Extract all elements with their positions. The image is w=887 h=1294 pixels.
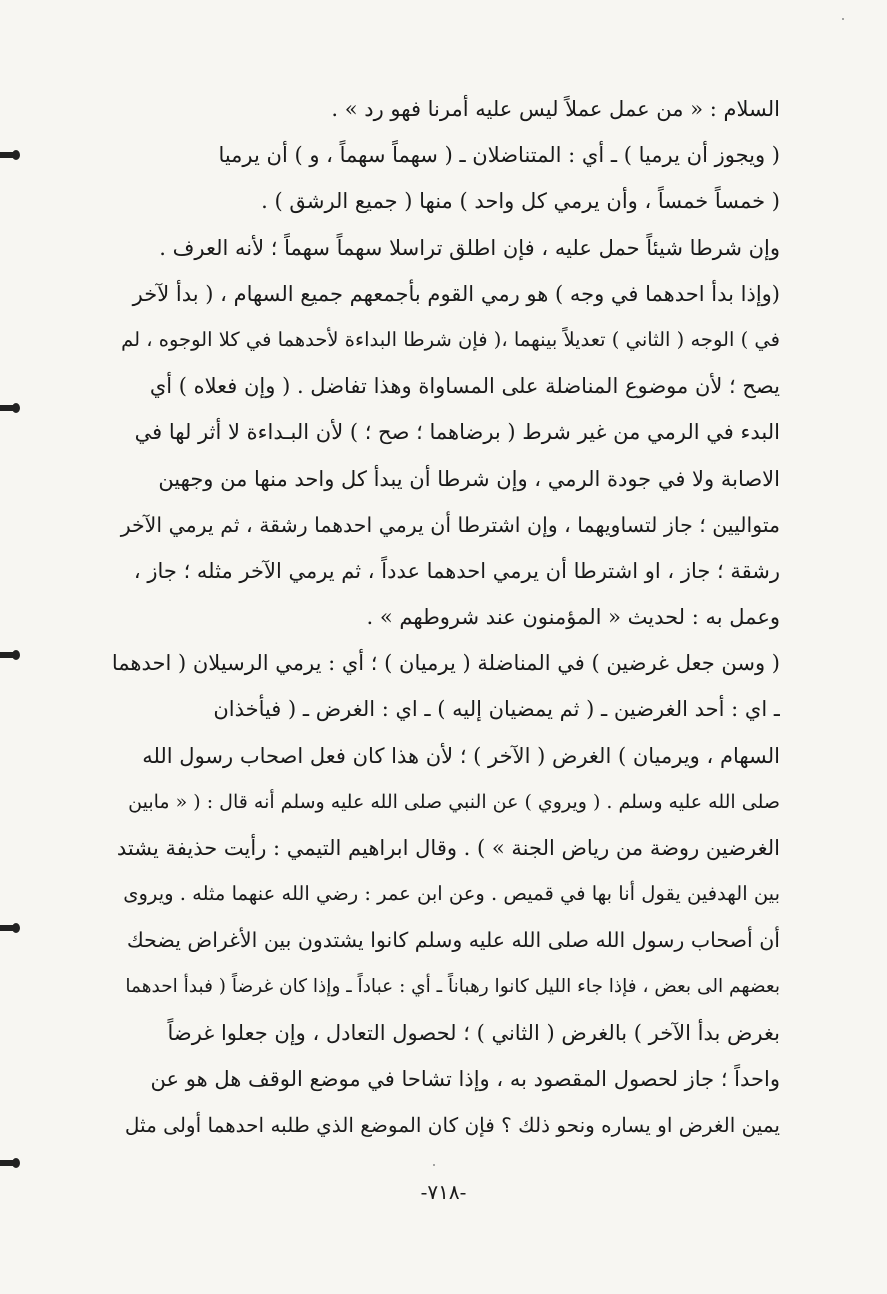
text-line: ( خمساً خمساً ، وأن يرمي كل واحد ) منها ( جميع الرشق ) . [261, 189, 780, 214]
paper-speck [433, 1164, 435, 1166]
binding-mark [0, 652, 18, 658]
text-line: ( وسن جعل غرضين ) في المناضلة ( يرميان ) ؛ أي : يرمي الرسيلان ( احدهما [112, 651, 780, 676]
page-number: -٧١٨- [420, 1180, 467, 1204]
text-line: بعضهم الى بعض ، فإذا جاء الليل كانوا رهباناً ـ أي : عباداً ـ وإذا كان غرضاً ( فبدأ احدهما [125, 975, 780, 997]
text-line: في ) الوجه ( الثاني ) تعديلاً بينهما ،( فإن شرطا البداءة لأحدهما في كلا الوجوه ، لم [121, 327, 780, 351]
text-line: الاصابة ولا في جودة الرمي ، وإن شرطا أن يبدأ كل واحد منها من وجهين [158, 466, 780, 491]
text-line: يصح ؛ لأن موضوع المناضلة على المساواة وهذا تفاضل . ( وإن فعلاه ) أي [149, 374, 780, 399]
text-line: صلى الله عليه وسلم . ( ويروي ) عن النبي صلى الله عليه وسلم أنه قال : ( « مابين [128, 790, 780, 813]
text-line: متواليين ؛ جاز لتساويهما ، وإن اشترطا أن يرمي احدهما رشقة ، ثم يرمي الآخر [120, 512, 780, 537]
text-line: السهام ، ويرميان ) الغرض ( الآخر ) ؛ لأن هذا كان فعل اصحاب رسول الله [142, 743, 780, 768]
text-line: أن أصحاب رسول الله صلى الله عليه وسلم كانوا يشتدون بين الأغراض يضحك [126, 928, 780, 953]
paper-speck [842, 18, 844, 20]
text-line: البدء في الرمي من غير شرط ( برضاهما ؛ صح ؛ ) لأن البـداءة لا أثر لها في [134, 420, 780, 445]
text-line: (وإذا بدأ احدهما في وجه ) هو رمي القوم بأجمعهم جميع السهام ، ( بدأ لآخر [132, 281, 780, 306]
text-line: واحداً ؛ جاز لحصول المقصود به ، وإذا تشاحا في موضع الوقف هل هو عن [150, 1066, 780, 1091]
text-line: يمين الغرض او يساره ونحو ذلك ؟ فإن كان الموضع الذي طلبه احدهما أولى مثل [124, 1113, 780, 1138]
text-line: رشقة ؛ جاز ، او اشترطا أن يرمي احدهما عدداً ، ثم يرمي الآخر مثله ؛ جاز ، [133, 558, 780, 583]
binding-mark [0, 405, 18, 411]
text-line: ـ اي : أحد الغرضين ـ ( ثم يمضيان إليه ) ـ اي : الغرض ـ ( فيأخذان [213, 697, 780, 722]
body-text [112, 86, 780, 1148]
binding-mark [0, 1160, 18, 1166]
text-line: بين الهدفين يقول أنا بها في قميص . وعن ابن عمر : رضي الله عنهما مثله . ويروى [123, 882, 780, 906]
binding-mark [0, 925, 18, 931]
text-line: الغرضين روضة من رياض الجنة » ) . وقال ابراهيم التيمي : رأيت حذيفة يشتد [116, 836, 780, 860]
text-line: وعمل به : لحديث « المؤمنون عند شروطهم » . [366, 605, 780, 630]
text-line: وإن شرطا شيئاً حمل عليه ، فإن اطلق تراسلا سهماً سهماً ؛ لأنه العرف . [159, 235, 780, 260]
binding-mark [0, 152, 18, 158]
text-line: بغرض بدأ الآخر ) بالغرض ( الثاني ) ؛ لحصول التعادل ، وإن جعلوا غرضاً [167, 1020, 780, 1045]
text-line: السلام : « من عمل عملاً ليس عليه أمرنا فهو رد » . [331, 97, 780, 121]
text-line: ( ويجوز أن يرميا ) ـ أي : المتناضلان ـ ( سهماً سهماً ، و ) أن يرميا [218, 143, 780, 168]
